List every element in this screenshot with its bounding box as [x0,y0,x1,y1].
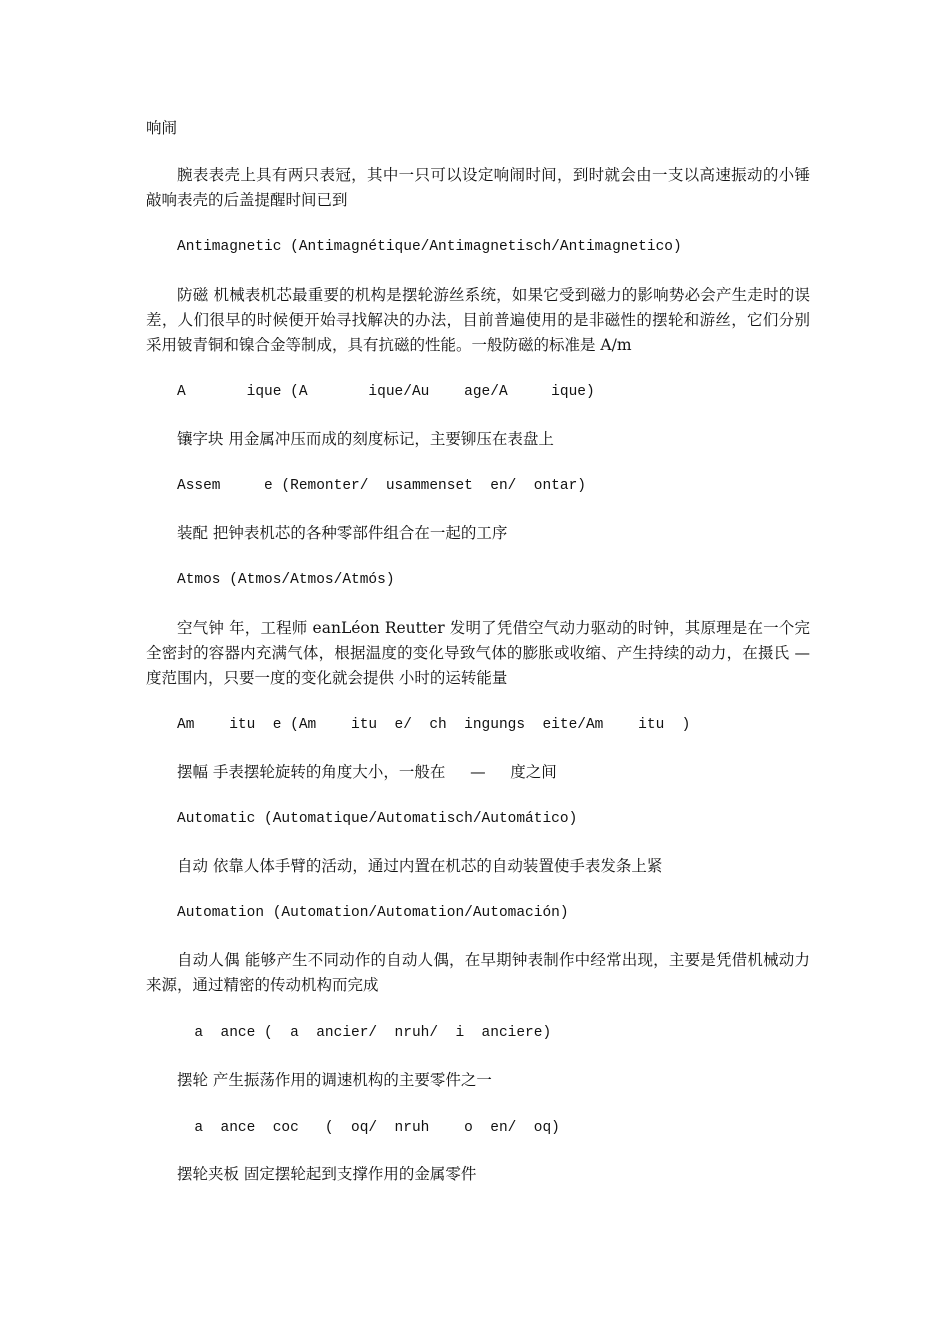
paragraph-automatic-description: 自动 依靠人体手臂的活动，通过内置在机芯的自动装置使手表发条上紧 [177,857,663,875]
term-antimagnetic: Antimagnetic (Antimagnétique/Antimagnetisch/Antimagnetico) [177,239,682,255]
paragraph-automation-description: 自动人偶 能够产生不同动作的自动人偶，在早期钟表制作中经常出现，主要是凭借机械动力来源，通过精密的传动机构而完成 [146,951,810,994]
term-applique: A ique (A ique/Au age/A ique) [177,384,595,400]
paragraph-alarm-description: 腕表表壳上具有两只表冠，其中一只可以设定响闹时间，到时就会由一支以高速振动的小锤敲响表壳的后盖提醒时间已到 [146,166,810,209]
paragraph-balance-description: 摆轮 产生振荡作用的调速机构的主要零件之一 [177,1071,492,1089]
term-balance: a ance ( a ancier/ nruh/ i anciere) [177,1025,552,1041]
paragraph-amplitude-description: 摆幅 手表摆轮旋转的角度大小，一般在 — 度之间 [177,763,557,781]
heading-alarm: 响闹 [146,119,178,137]
term-automation: Automation (Automation/Automation/Automación) [177,905,569,921]
term-atmos: Atmos (Atmos/Atmos/Atmós) [177,572,395,588]
paragraph-atmos-description: 空气钟 年，工程师 eanLéon Reutter 发明了凭借空气动力驱动的时钟，其原理是在一个完全密封的容器内充满气体，根据温度的变化导致气体的膨胀或收缩、产生持续的动力，在摄氏 — 度范围内，只要一度的变化就会提供 小时的运转能量 [146,619,810,687]
term-amplitude: Am itu e (Am itu e/ ch ingungs eite/Am itu ) [177,717,691,733]
term-automatic: Automatic (Automatique/Automatisch/Automático) [177,811,578,827]
paragraph-antimagnetic-description: 防磁 机械表机芯最重要的机构是摆轮游丝系统，如果它受到磁力的影响势必会产生走时的误差，人们很早的时候便开始寻找解决的办法，目前普遍使用的是非磁性的摆轮和游丝，它们分别采用铍青铜和镍合金等制成，具有抗磁的性能。一般防磁的标准是 A/m [146,286,810,354]
paragraph-balance-cock-description: 摆轮夹板 固定摆轮起到支撑作用的金属零件 [177,1165,477,1183]
term-assemble: Assem e (Remonter/ usammenset en/ ontar) [177,478,586,494]
paragraph-applique-description: 镶字块 用金属冲压而成的刻度标记，主要铆压在表盘上 [177,430,554,448]
term-balance-cock: a ance coc ( oq/ nruh o en/ oq) [177,1120,560,1136]
paragraph-assemble-description: 装配 把钟表机芯的各种零部件组合在一起的工序 [177,524,508,542]
